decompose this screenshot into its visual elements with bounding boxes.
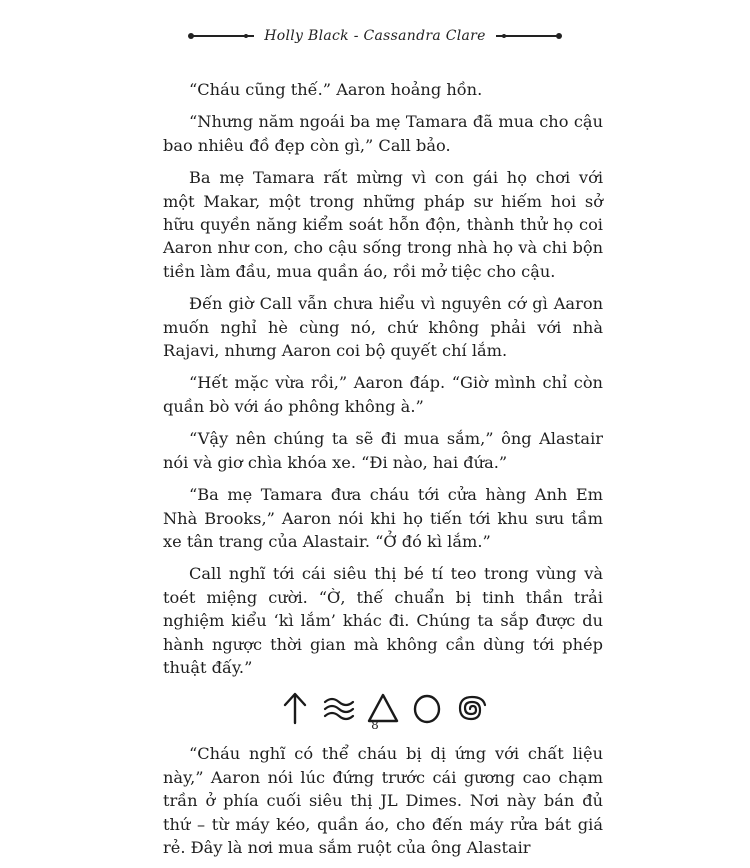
page-number: 8 bbox=[371, 718, 379, 732]
waves-rune-icon bbox=[322, 688, 356, 728]
paragraph: “Nhưng năm ngoái ba mẹ Tamara đã mua cho cậu bao nhiêu đồ đẹp còn gì,” Call bảo. bbox=[163, 112, 603, 155]
paragraph: Đến giờ Call vẫn chưa hiểu vì nguyên cớ gì Aaron muốn nghỉ hè cùng nó, chứ không phải với nhà Rajavi, nhưng Aaron coi bộ quyết chí lắm. bbox=[163, 294, 603, 361]
paragraph: “Hết mặc vừa rồi,” Aaron đáp. “Giờ mình chỉ còn quần bò với áo phông không à.” bbox=[163, 373, 603, 416]
paragraph: “Ba mẹ Tamara đưa cháu tới cửa hàng Anh Em Nhà Brooks,” Aaron nói khi họ tiến tới khu sưu tầm xe tân trang của Alastair. “Ở đó kì lắm.” bbox=[163, 485, 603, 551]
running-header bbox=[190, 26, 560, 46]
circle-rune-icon bbox=[410, 688, 444, 728]
spiral-rune-icon bbox=[454, 688, 488, 728]
paragraph: “Cháu cũng thế.” Aaron hoảng hồn. bbox=[189, 80, 483, 99]
header-title: Holly Black - Cassandra Clare bbox=[264, 28, 486, 44]
paragraph: Ba mẹ Tamara rất mừng vì con gái họ chơi với một Makar, một trong những pháp sư hiếm hoi sở hữu quyền năng kiểm soát hỗn độn, thành thử họ coi Aaron như con, cho cậu sống trong nhà họ và chi bộn tiền làm đầu, mua quần áo, rồi mở tiệc cho cậu. bbox=[163, 168, 603, 281]
paragraph: “Cháu nghĩ có thể cháu bị dị ứng với chất liệu này,” Aaron nói lúc đứng trước cái gương cao chạm trần ở phía cuối siêu thị JL Dimes. Nơi này bán đủ thứ – từ máy kéo, quần áo, cho đến máy rửa bát giá rẻ. Đây là nơi mua sắm ruột của ông Alastair bbox=[163, 744, 603, 857]
header-rule-right bbox=[496, 35, 560, 37]
paragraph: “Vậy nên chúng ta sẽ đi mua sắm,” ông Alastair nói và giơ chìa khóa xe. “Đi nào, hai đứa.” bbox=[163, 429, 603, 472]
header-rule-left bbox=[190, 35, 254, 37]
paragraph: Call nghĩ tới cái siêu thị bé tí teo trong vùng và toét miệng cười. “Ờ, thế chuẩn bị tinh thần trải nghiệm kiểu ‘kì lắm’ khác đi. Chúng ta sắp được du hành ngược thời gian mà không cần dùng tới phép thuật đấy.” bbox=[163, 564, 603, 677]
arrow-up-rune-icon bbox=[278, 688, 312, 728]
